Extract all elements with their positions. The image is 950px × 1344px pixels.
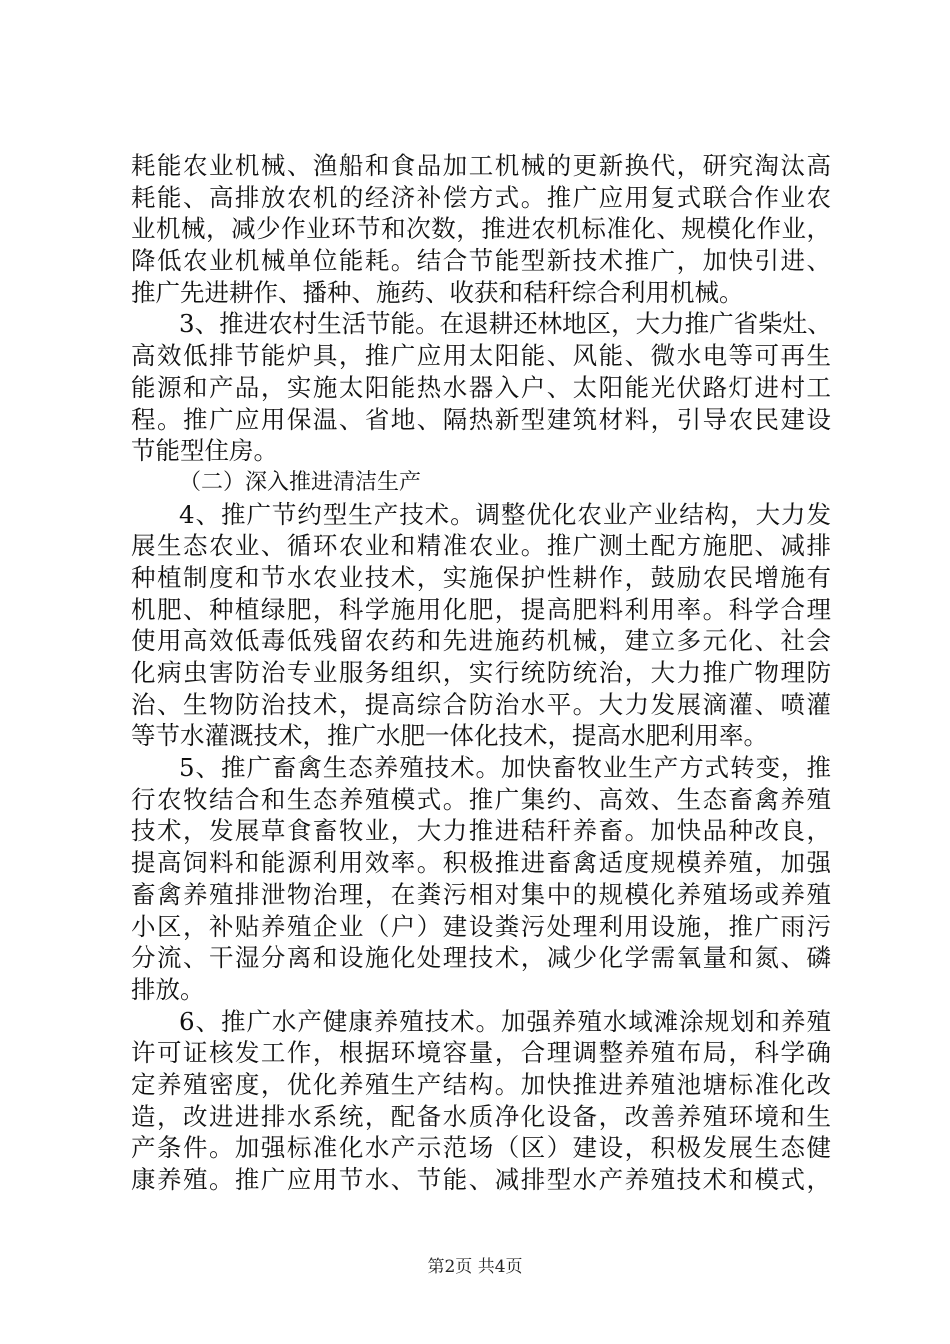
paragraph-line: 5、推广畜禽生态养殖技术。加快畜牧业生产方式转变，推 (179, 753, 831, 783)
paragraph-line: 高效低排节能炉具，推广应用太阳能、风能、微水电等可再生 (131, 341, 831, 371)
paragraph-line: 降低农业机械单位能耗。结合节能型新技术推广，加快引进、 (131, 246, 831, 276)
section-heading: （二）深入推进清洁生产 (179, 469, 422, 495)
paragraph-line: 许可证核发工作，根据环境容量，合理调整养殖布局，科学确 (131, 1038, 831, 1068)
paragraph-line: 提高饲料和能源利用效率。积极推进畜禽适度规模养殖，加强 (131, 848, 831, 878)
paragraph-line: 定养殖密度，优化养殖生产结构。加快推进养殖池塘标准化改 (131, 1069, 831, 1099)
paragraph-line: 推广先进耕作、播种、施药、收获和秸秆综合利用机械。 (131, 277, 744, 307)
page-number: 第2页 共4页 (427, 1257, 523, 1277)
paragraph-line: 耗能农业机械、渔船和食品加工机械的更新换代，研究淘汰高 (131, 151, 831, 180)
paragraph-line: 造，改进进排水系统，配备水质净化设备，改善养殖环境和生 (131, 1101, 831, 1131)
paragraph-line: 排放。 (131, 974, 205, 1004)
paragraph-line: 等节水灌溉技术，推广水肥一体化技术，提高水肥利用率。 (131, 721, 768, 751)
paragraph-line: 能源和产品，实施太阳能热水器入户、太阳能光伏路灯进村工 (131, 372, 831, 402)
paragraph-line: 节能型住房。 (131, 436, 278, 466)
document-body (131, 150, 831, 1196)
paragraph-line: 行农牧结合和生态养殖模式。推广集约、高效、生态畜禽养殖 (131, 784, 831, 814)
paragraph-line: 种植制度和节水农业技术，实施保护性耕作，鼓励农民增施有 (131, 562, 831, 592)
paragraph-line: 产条件。加强标准化水产示范场（区）建设，积极发展生态健 (131, 1133, 831, 1163)
paragraph-line: 业机械，减少作业环节和次数，推进农机标准化、规模化作业， (131, 214, 831, 244)
paragraph-line: 机肥、种植绿肥，科学施用化肥，提高肥料利用率。科学合理 (131, 594, 831, 624)
paragraph-line: 3、推进农村生活节能。在退耕还林地区，大力推广省柴灶、 (179, 309, 832, 339)
paragraph-line: 展生态农业、循环农业和精准农业。推广测土配方施肥、减排 (131, 531, 831, 561)
paragraph-line: 畜禽养殖排泄物治理，在粪污相对集中的规模化养殖场或养殖 (131, 879, 831, 909)
paragraph-line: 6、推广水产健康养殖技术。加强养殖水域滩涂规划和养殖 (179, 1006, 831, 1036)
paragraph-line: 小区，补贴养殖企业（户）建设粪污处理利用设施，推广雨污 (131, 911, 831, 941)
paragraph-line: 化病虫害防治专业服务组织，实行统防统治，大力推广物理防 (131, 658, 831, 687)
paragraph-line: 耗能、高排放农机的经济补偿方式。推广应用复式联合作业农 (131, 182, 831, 212)
paragraph-line: 程。推广应用保温、省地、隔热新型建筑材料，引导农民建设 (131, 404, 831, 434)
paragraph-line: 4、推广节约型生产技术。调整优化农业产业结构，大力发 (179, 499, 831, 529)
paragraph-line: 治、生物防治技术，提高综合防治水平。大力发展滴灌、喷灌 (131, 689, 831, 719)
paragraph-line: 分流、干湿分离和设施化处理技术，减少化学需氧量和氮、磷 (131, 943, 831, 973)
paragraph-line: 康养殖。推广应用节水、节能、减排型水产养殖技术和模式， (131, 1165, 831, 1194)
paragraph-line: 技术，发展草食畜牧业，大力推进秸秆养畜。加快品种改良， (131, 816, 831, 846)
paragraph-line: 使用高效低毒低残留农药和先进施药机械，建立多元化、社会 (131, 626, 831, 656)
